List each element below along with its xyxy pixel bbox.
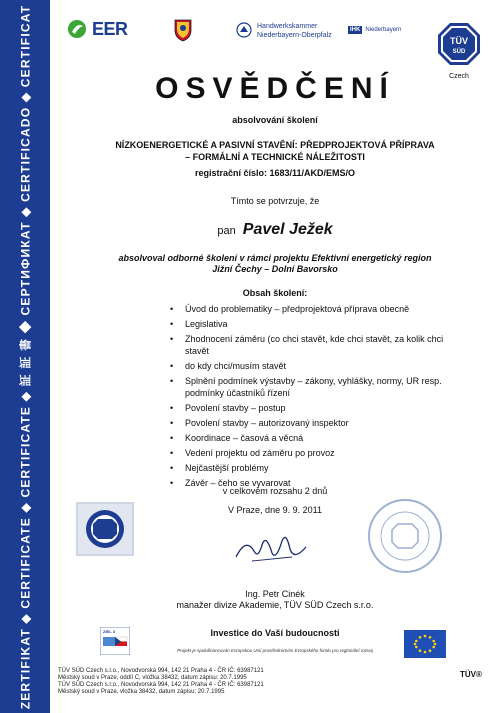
ihk-logo xyxy=(348,26,401,34)
tuv-octagon-icon xyxy=(437,22,481,66)
signer-title: manažer divize Akademie, TÜV SÜD Czech s.r.o. xyxy=(176,600,374,610)
topic-item: • Nejčastější problémy xyxy=(168,462,458,474)
recipient-salutation: pan xyxy=(217,225,236,237)
topic-item: • Legislativa xyxy=(168,318,458,330)
eer-leaf-icon xyxy=(66,18,88,40)
topic-item: • do kdy chci/musím stavět xyxy=(168,360,458,372)
footer-line: TÜV SÜD Czech s.r.o., Novodvorská 994, 142 21 Praha 4 - ČR IČ: 63987121 xyxy=(58,668,264,674)
investment-slogan: Investice do Vaší budoucnosti xyxy=(210,628,340,638)
signer-name: Ing. Petr Cinék xyxy=(245,589,305,599)
regional-crest-logo xyxy=(173,18,193,47)
tuv-trademark: TÜV® xyxy=(460,670,482,679)
registration-number: registrační číslo: 1683/11/AKD/EMS/O xyxy=(194,168,356,178)
certificate-subtitle: absolvování školení xyxy=(232,115,318,125)
course-title-line2: – FORMÁLNÍ A TECHNICKÉ NÁLEŽITOSTI xyxy=(185,152,365,162)
eu-flag-icon xyxy=(404,630,446,663)
certificate-title: OSVĚDČENÍ xyxy=(155,72,395,105)
certificate-sidebar-band xyxy=(0,0,50,713)
topic-item: • Povolení stavby – postup xyxy=(168,402,458,414)
tuv-badge-text: TÜV xyxy=(450,36,468,46)
hwk-emblem-icon xyxy=(236,22,252,38)
signer-block xyxy=(62,589,488,611)
confirmation-text: Tímto se potvrzuje, že xyxy=(230,196,320,206)
hologram-seal-icon xyxy=(76,502,134,561)
tuv-badge-subtext: SÜD xyxy=(452,49,466,55)
ihk-region: Niederbayern xyxy=(365,27,402,33)
topic-item: • Vedení projektu od záměru po provoz xyxy=(168,447,458,459)
footer-line: Městský soud v Praze, oddíl C, vložka 38432, datum zápisu: 20.7.1995 xyxy=(58,675,247,681)
topic-item: • Úvod do problematiky – předprojektová příprava obecně xyxy=(168,303,458,315)
sidebar-multilingual-text: ZERTIFIKAT ◆ CERTIFICATE ◆ CERTIFICATE ◆ 証 証 書 ◆ СЕРТИФИКАТ ◆ CERTIFICADO ◆ CERTIFICAT xyxy=(18,4,33,709)
topic-item: • Zhodnocení záměru (co chci stavět, kde chci stavět, za kolik chci stavět xyxy=(168,333,458,357)
tuv-czech-label: Czech xyxy=(449,73,469,80)
place-and-date: V Praze, dne 9. 9. 2011 xyxy=(228,505,322,515)
hwk-name: Handwerkskammer xyxy=(257,23,318,30)
recipient-line xyxy=(62,221,488,239)
topic-item: • Splnění podmínek výstavby – zákony, vyhlášky, normy, UR resp. podmínky účastníků řízení xyxy=(168,375,458,399)
footer-line: TÜV SÜD Czech s.r.o., Novodvorská 994, 142 21 Praha 4 - ČR IČ: 63987121 xyxy=(58,682,264,688)
topic-item: • Koordinace – časová a věcná xyxy=(168,432,458,444)
ihk-badge: IHK xyxy=(350,27,361,33)
signature-icon xyxy=(232,527,312,572)
topics-list xyxy=(168,303,458,492)
content-heading: Obsah školení: xyxy=(242,288,308,298)
eu-project-note: Projekt je spolufinancován Evropskou Unií prostřednictvím Evropského fondu pro regionální rozvoj xyxy=(177,648,373,653)
course-title-line1: NÍZKOENERGETICKÉ A PASIVNÍ STAVĚNÍ: PŘEDPROJEKTOVÁ PŘÍPRAVA xyxy=(115,140,435,150)
recipient-name: Pavel Ježek xyxy=(242,221,333,238)
eer-logo-text: EER xyxy=(92,18,128,39)
eer-logo xyxy=(66,18,128,40)
tuv-round-stamp-icon xyxy=(365,496,445,581)
course-range: v celkovém rozsahu 2 dnů xyxy=(222,486,328,496)
completion-line2: Jižní Čechy – Dolní Bavorsko xyxy=(212,264,338,274)
topic-item: • Závěr – čeho se vyvarovat xyxy=(168,477,458,489)
handwerkskammer-logo xyxy=(236,22,332,40)
completion-statement xyxy=(62,253,488,275)
hwk-region: Niederbayern-Oberpfalz xyxy=(257,32,332,39)
company-footer xyxy=(58,668,388,696)
topic-item: • Povolení stavby – autorizovaný inspektor xyxy=(168,417,458,429)
course-title xyxy=(62,139,488,163)
completion-line1: absolvoval odborné školení v rámci projektu Efektivní energetický region xyxy=(118,253,432,263)
footer-line: Městský soud v Praze, vložka 38432, datum zápisu: 20.7.1995 xyxy=(58,689,225,695)
crest-shield-icon xyxy=(173,18,193,42)
ziel3-label: ZIEL 3 xyxy=(103,629,115,634)
